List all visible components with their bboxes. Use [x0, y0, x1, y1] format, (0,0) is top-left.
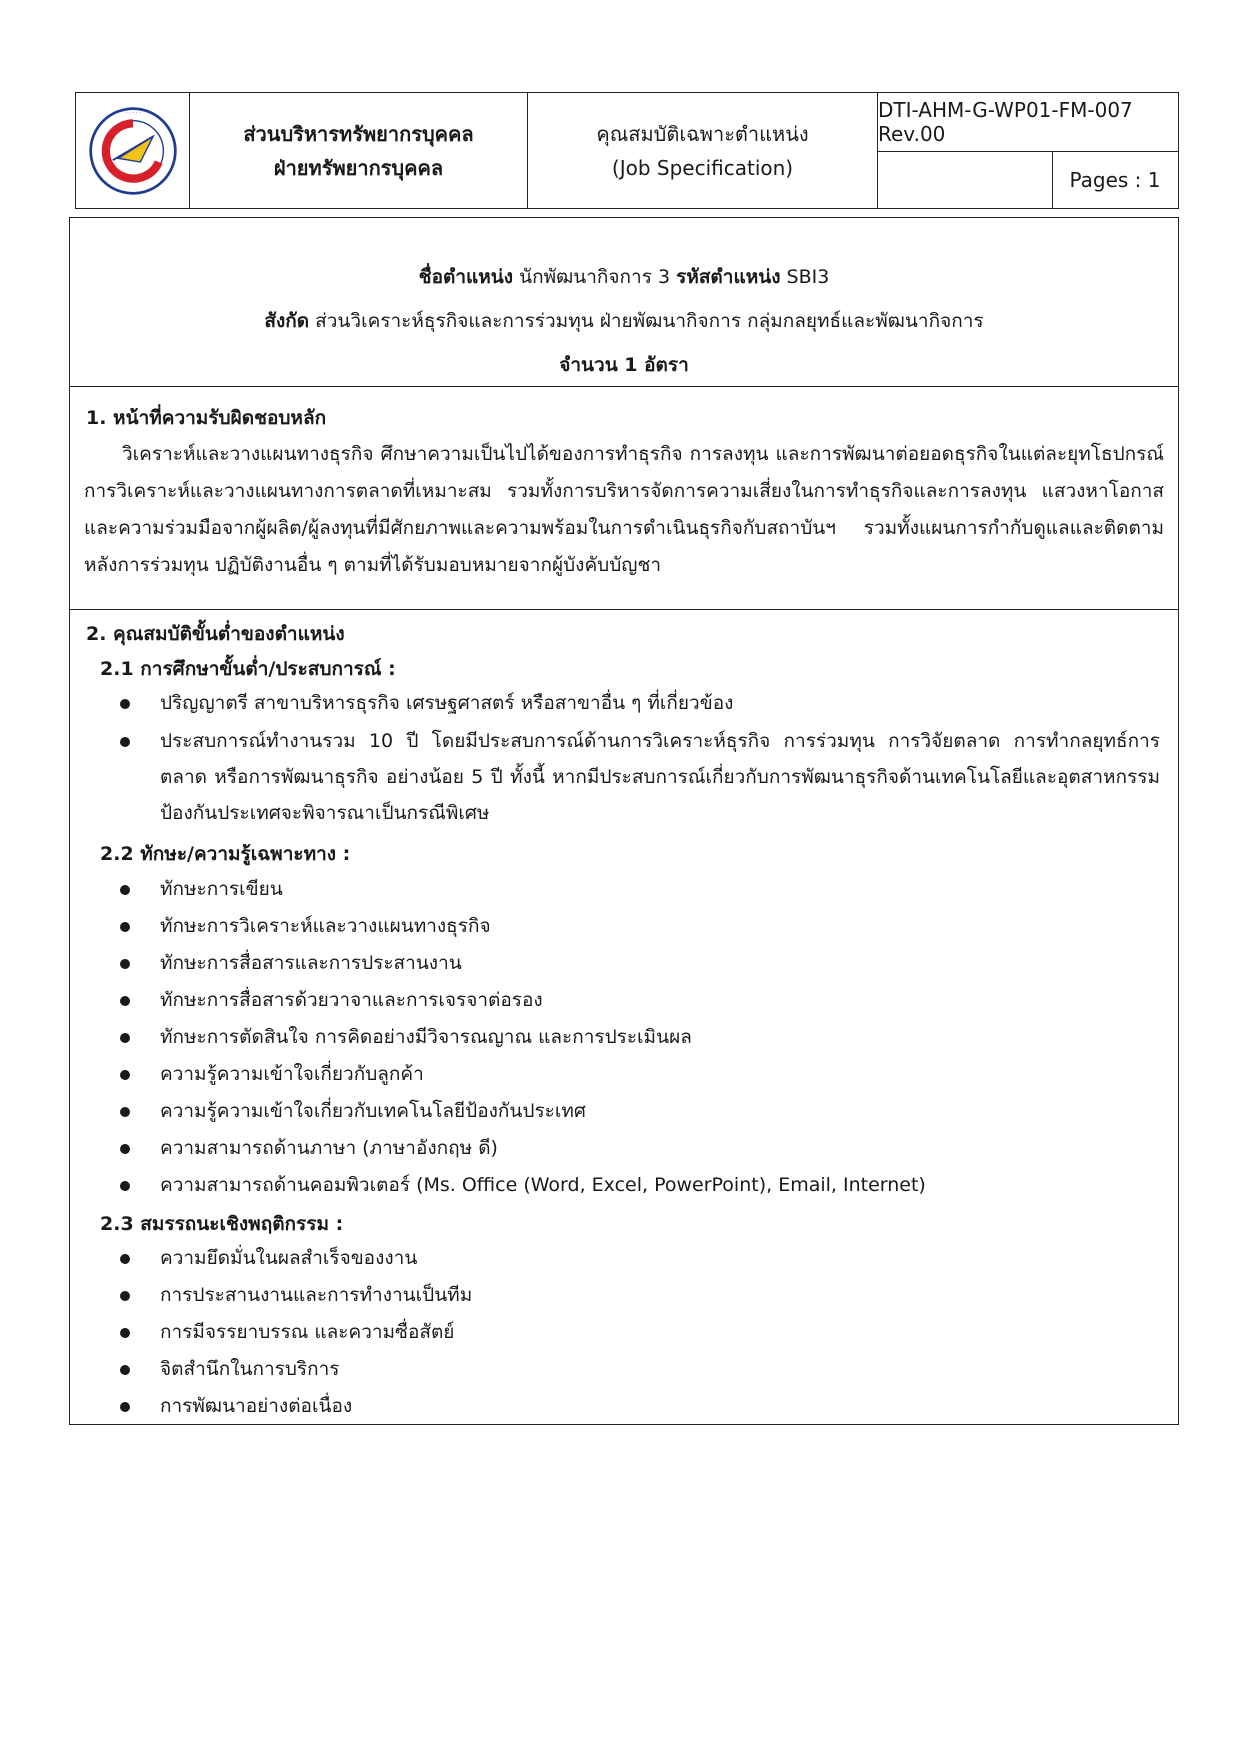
division-name: ฝ่ายทรัพยากรบุคคล [273, 155, 444, 180]
position-unit-label: สังกัด [264, 310, 310, 332]
form-code: DTI-AHM-G-WP01-FM-007 Rev.00 [878, 93, 1178, 152]
position-count: จำนวน 1 อัตรา [559, 354, 689, 376]
position-unit-value: ส่วนวิเคราะห์ธุรกิจและการร่วมทุน ฝ่ายพัฒนากิจการ กลุ่มกลยุทธ์และพัฒนากิจการ [315, 310, 984, 332]
position-name-label: ชื่อตำแหน่ง [418, 266, 514, 288]
position-code-value: SBI3 [786, 266, 830, 288]
bullet-icon [120, 1070, 130, 1080]
position-name-value: นักพัฒนากิจการ 3 [519, 266, 671, 288]
position-unit-line [70, 306, 1178, 336]
bullet-icon [120, 922, 130, 932]
duties-section [70, 386, 1178, 610]
education-heading: 2.1 การศึกษาขั้นต่ำ/ประสบการณ์ : [100, 658, 396, 680]
bullet-icon [120, 1402, 130, 1412]
duties-text: วิเคราะห์และวางแผนทางธุรกิจ ศึกษาความเป็นไปได้ของการทำธุรกิจ การลงทุน และการพัฒนาต่อยอดธุรกิจในแต่ละยุทโธปกรณ์ การวิเคราะห์และวางแผนทางการตลาดที่เหมาะสม รวมทั้งการบริหารจัดการความเสี่ยงในการทำธุรกิจและการลงทุน แสวงหาโอกาสและความร่วมมือจากผู้ผลิต/ผู้ลงทุนที่มีศักยภาพและความพร้อมในการดำเนินธุรกิจกับสถาบันฯ รวมทั้งแผนการกำกับดูแลและติดตามหลังการร่วมทุน ปฏิบัติงานอื่น ๆ ตามที่ได้รับมอบหมายจากผู้บังคับบัญชา [84, 443, 1164, 576]
page-count: Pages : 1 [1069, 167, 1161, 192]
bullet-icon [120, 737, 130, 747]
svg-text:· · · · ·: · · · · · [124, 109, 141, 116]
institute-logo [87, 105, 179, 197]
position-block [70, 218, 1178, 387]
bullet-icon [120, 1291, 130, 1301]
reference-cell [878, 93, 1178, 208]
empty-cell [878, 151, 1053, 208]
bullet-icon [120, 1254, 130, 1264]
document-header [75, 92, 1179, 209]
bullet-icon [120, 1328, 130, 1338]
bullet-icon [120, 996, 130, 1006]
bullet-icon [120, 1033, 130, 1043]
duties-heading: 1. หน้าที่ความรับผิดชอบหลัก [86, 407, 327, 429]
department-cell [190, 93, 528, 208]
bullet-icon [120, 1181, 130, 1191]
svg-text:· · · · ·: · · · · · [124, 188, 141, 195]
bullet-icon [120, 1144, 130, 1154]
position-name-line [70, 262, 1178, 292]
document-body [69, 217, 1179, 1425]
department-name: ส่วนบริหารทรัพยากรบุคคล [243, 121, 474, 146]
bullet-icon [120, 885, 130, 895]
logo-cell [76, 93, 190, 208]
document-title-th: คุณสมบัติเฉพาะตำแหน่ง [596, 121, 809, 146]
qualifications-heading: 2. คุณสมบัติขั้นต่ำของตำแหน่ง [86, 623, 345, 645]
document-title-en: (Job Specification) [611, 155, 794, 180]
bullet-icon [120, 1365, 130, 1375]
bullet-icon [120, 959, 130, 969]
competencies-heading: 2.3 สมรรถนะเชิงพฤติกรรม : [100, 1213, 344, 1235]
bullet-icon [120, 1107, 130, 1117]
title-cell [528, 93, 878, 208]
skills-heading: 2.2 ทักษะ/ความรู้เฉพาะทาง : [100, 843, 351, 865]
bullet-icon [120, 699, 130, 709]
position-code-label: รหัสตำแหน่ง [676, 266, 781, 288]
qualifications-section: 2. คุณสมบัติขั้นต่ำของตำแหน่ง 2.1 การศึกษาขั้นต่ำ/ประสบการณ์ : ปริญญาตรี สาขาบริหารธุรกิจ เศรษฐศาสตร์ หรือสาขาอื่น ๆ ที่เกี่ยวข้อง ประสบการณ์ทำงานรวม 10 ปี โดยมีประสบการณ์ด้านการวิเคราะห์ธุรกิจ การร่วมทุน การวิจัยตลาด การทำกลยุทธ์การตลาด หรือการพัฒนาธุรกิจ อย่างน้อย 5 ปี ทั้งนี้ หากมีประสบการณ์เกี่ยวกับการพัฒนาธุรกิจด้านเทคโนโลยีและอุตสาหกรรมป้องกันประเทศจะพิจารณาเป็นกรณีพิเศษ 2.2 ทักษะ/ความรู้เฉพาะทาง : ทักษะการเขียน ทักษะการวิเคราะห์และวางแผนทางธุรกิจ ทักษะการสื่อสารและการประสานงาน ทักษะการสื่อสารด้วยวาจาและการเจรจาต่อรอง ทักษะการตัดสินใจ การคิดอย่างมีวิจารณญาณ และการประเมินผล ความรู้ความเข้าใจเกี่ยวกับลูกค้า ความรู้ความเข้าใจเกี่ยวกับเทคโนโลยีป้องกันประเทศ ความสามารถด้านภาษา (ภาษาอังกฤษ ดี) ความสามารถด้านคอมพิวเตอร์ (Ms. Office (Word, Excel, PowerPoint), Email, Internet) 2.3 สมรรถนะเชิงพฤติกรรม : ความยึดมั่นในผลสำเร็จของงาน การประสานงานและการทำงานเป็นทีม การมีจรรยาบรรณ และความซื่อสัตย์ จิตสำนึกในการบริการ การพัฒนาอย่างต่อเนื่อง [70, 609, 1178, 1424]
